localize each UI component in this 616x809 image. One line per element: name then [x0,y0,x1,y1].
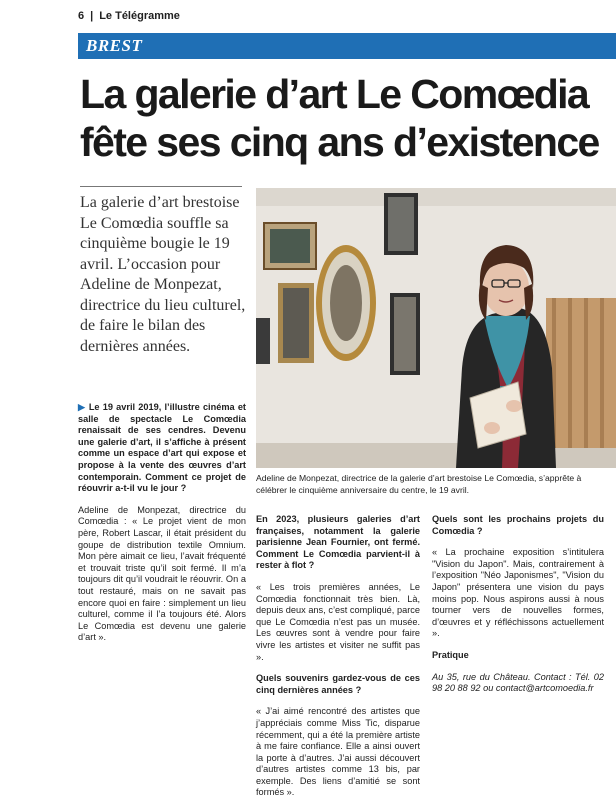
answer-4: « La prochaine exposition s’intitulera "Vision du Japon". Mais, contrairement à l’exposition "Néo Japonismes", "Vision du Japon" présentera une vision du pays moins pop. Nous aspirons aussi à nous tourner vers de nouvelles formes, d’œuvres et y réfléchissons actuellement ». [432,547,604,639]
headline-line-1: La galerie d’art Le Comœdia [80,71,589,117]
arrow-icon: ▶ [78,402,86,412]
page-number: 6 [78,10,85,22]
headline-line-2: fête ses cinq ans d’existence [80,119,599,165]
article-column-2 [256,514,420,809]
photo-caption: Adeline de Monpezat, directrice de la galerie d’art brestoise Le Comœdia, s’apprête à célébrer le cinquième anniversaire du centre, le 19 avril. [256,473,582,495]
section-label: BREST [86,36,143,55]
intro-text: La galerie d’art brestoise Le Comœdia souffle sa cinquième bougie le 19 avril. L’occasion pour Adeline de Monpezat, directrice du lieu culturel, de faire le bilan des dernières années. [80,194,246,355]
publication-name: Le Télégramme [99,10,180,22]
article-lead-text: Le 19 avril 2019, l’illustre cinéma et salle de spectacle Le Comœdia renaissait de ses cendres. Devenu une galerie d’art, il s’affiche à présent comme un espace d’art qui expose et propose à la vente des œuvres d’art contemporain. Comment ce projet de réouvrir a-t-il vu le jour ? [78,402,246,494]
section-band [78,33,616,59]
answer-2: « Les trois premières années, Le Comœdia fonctionnait très bien. Là, depuis deux ans, c’est compliqué, parce que Le Comœdia n’est pas un musée. Les œuvres sont à vendre pour faire vivre les artistes et visiter ne suffit pas ». [256,581,420,662]
headline [80,70,610,166]
article-column-1 [78,402,246,654]
pratique-title: Pratique [432,649,469,660]
answer-3: « J’ai aimé rencontré des artistes que j’appréciais comme Miss Tic, disparue récemment, qui a été la première artiste à me faire confiance. Elle a ainsi ouvert la porte à d’autres. J’ai aussi découvert d’autres artistes comme 13 bis, par exemple. Des liens d’amitié se sont formés ». [256,706,420,798]
question-4: Quels sont les prochains projets du Comœdia ? [432,514,604,536]
photo-illustration [256,188,616,468]
article-photo [256,188,616,468]
answer-1: Adeline de Monpezat, directrice du Comœdia : « Le projet vient de mon père, Robert Lascar, il était président du goupe de distribution textile Omnium. Mon père aimait ce lieu, l’avait fréquenté et trouvait triste qu’il soit fermé. Il m’a toujours dit qu’il voudrait le réouvrir. On a tout restauré, mais on ne savait pas encore quoi en faire : simplement un lieu culturel, comme il l’a toujours été. Alors Le Comœdia est devenu une galerie d’art ». [78,504,246,643]
question-2: En 2023, plusieurs galeries d’art françaises, notamment la galerie parisienne Jean Fournier, ont fermé. Comment Le Comœdia parvient-il à rester à flot ? [256,514,420,571]
article-lead [78,402,246,495]
folio-separator: | [90,10,94,22]
article-column-3 [432,514,604,705]
page-folio [78,10,180,22]
question-3: Quels souvenirs gardez-vous de ces cinq dernières années ? [256,673,420,695]
intro-rule [80,186,242,187]
pratique-text: Au 35, rue du Château. Contact : Tél. 02 98 20 88 92 ou contact@artcomoedia.fr [432,671,604,694]
